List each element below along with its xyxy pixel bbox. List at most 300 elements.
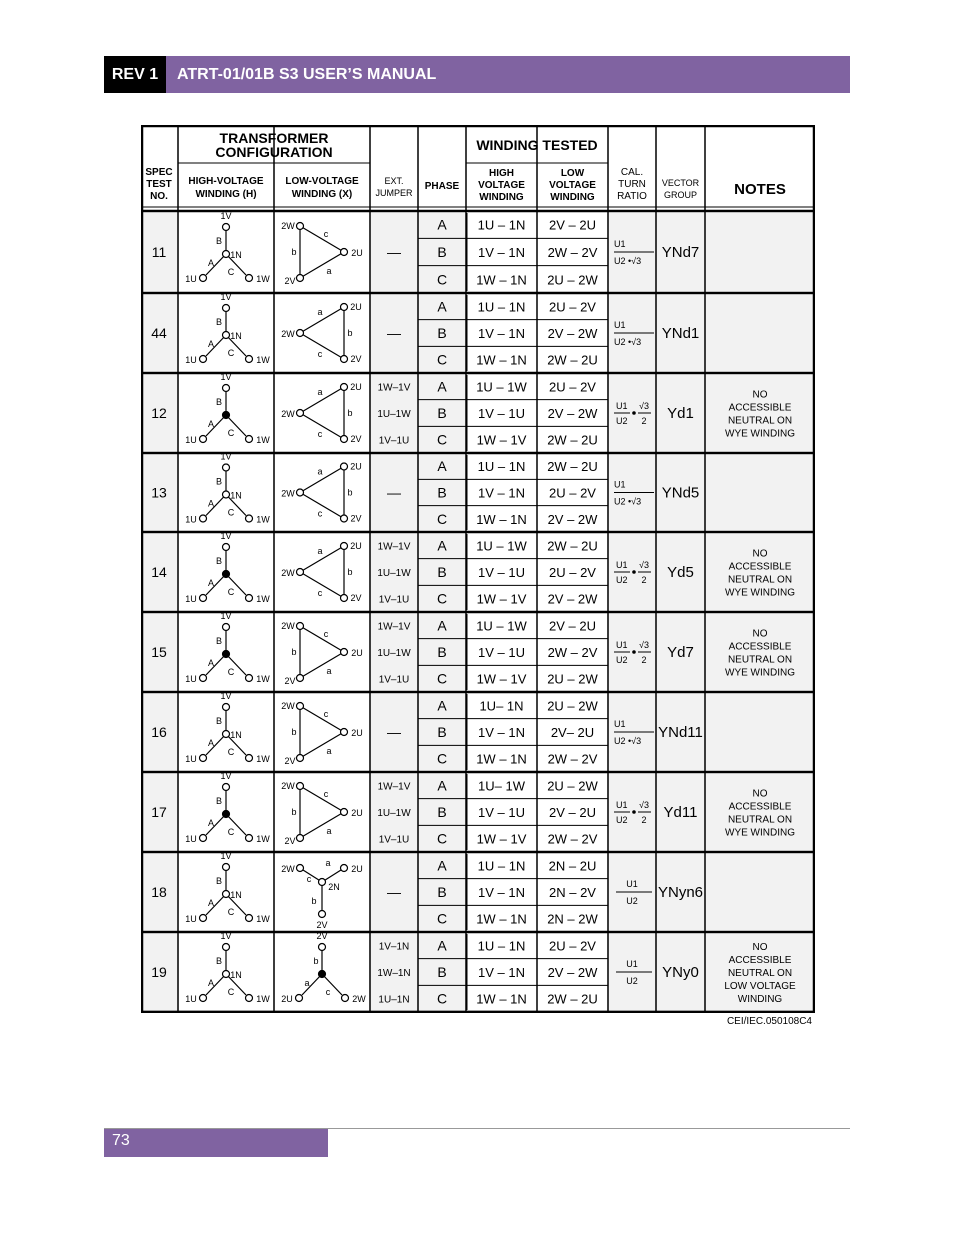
jumper-text: 1V–1N	[378, 941, 410, 953]
ratio-u1: U1	[626, 879, 638, 889]
header-high: VOLTAGE	[478, 180, 525, 191]
label-1n: 1N	[230, 730, 242, 740]
label-a: A	[207, 738, 215, 748]
terminal-1u	[200, 915, 207, 922]
ratio-two: 2	[641, 575, 647, 585]
phase-letter: B	[437, 644, 447, 660]
label-1w: 1W	[256, 274, 270, 284]
phase-letter: C	[436, 990, 448, 1007]
lv-terminal-label: 2U	[350, 461, 362, 472]
jumper-dash: —	[387, 724, 401, 740]
label-1w: 1W	[256, 914, 270, 924]
spec-test-no: 14	[151, 564, 167, 580]
low-winding-text: 2V – 2W	[547, 591, 598, 607]
lv-phase-label: a	[326, 666, 332, 676]
ratio-two: 2	[641, 815, 647, 825]
phase-letter: C	[436, 271, 448, 288]
high-winding-text: 1W – 1V	[476, 831, 527, 847]
notes-text: NO	[752, 389, 768, 401]
ratio-u2: U2	[616, 655, 628, 665]
label-2w: 2W	[352, 994, 366, 1004]
vector-group: YNd1	[661, 325, 700, 342]
lv-terminal	[297, 783, 304, 790]
label-c: C	[227, 587, 235, 597]
ratio-dot	[632, 810, 636, 814]
phase-letter: A	[437, 777, 447, 794]
lv-phase-label: a	[326, 266, 332, 276]
phase-letter: C	[436, 510, 448, 527]
notes-text: NO	[752, 548, 768, 560]
vector-group: YNyn6	[657, 884, 704, 901]
jumper-text: 1W–1V	[377, 382, 411, 394]
high-winding-text: 1V – 1N	[478, 965, 525, 980]
terminal-1v	[223, 305, 230, 312]
label-b: B	[215, 956, 223, 966]
vector-group: Yd7	[667, 644, 694, 661]
high-winding-text: 1U– 1W	[478, 778, 525, 794]
phase-letter: A	[437, 857, 447, 874]
label-1u: 1U	[185, 514, 197, 525]
lv-terminal	[297, 223, 304, 230]
ratio-u2: U2	[616, 416, 628, 426]
low-winding-text: 2U – 2V	[549, 379, 596, 395]
label-1n: 1N	[230, 250, 242, 260]
terminal-1w	[246, 595, 253, 602]
lv-phase-label: c	[317, 588, 323, 598]
label-a: A	[207, 818, 215, 828]
label-1v: 1V	[220, 931, 232, 941]
lv-phase-label: b	[347, 567, 353, 577]
low-winding-text: 2W – 2U	[547, 991, 598, 1007]
lv-terminal	[297, 755, 304, 762]
lv-terminal-label: 2U	[351, 248, 363, 258]
lv-phase-label: a	[326, 826, 332, 836]
lv-phase-label: c	[323, 789, 329, 799]
label-1u: 1U	[185, 914, 197, 924]
low-winding-text: 2V – 2W	[547, 511, 598, 527]
lv-terminal-label: 2U	[350, 382, 362, 392]
ratio-u1: U1	[626, 959, 638, 969]
ratio-u1: U1	[616, 401, 628, 411]
label-b: b	[313, 956, 319, 966]
figure-reference: CEI/IEC.050108C4	[726, 1016, 812, 1027]
label-a: a	[304, 978, 310, 988]
label-1n: 1N	[230, 331, 242, 341]
label-b: B	[215, 476, 223, 487]
label-1u: 1U	[185, 435, 197, 445]
notes-text: WYE WINDING	[725, 428, 795, 440]
page-number: 73	[104, 1129, 328, 1157]
high-winding-text: 1W – 1V	[476, 671, 527, 687]
jumper-text: 1W–1N	[377, 968, 411, 979]
terminal-1u	[200, 595, 207, 602]
spec-test-no: 44	[151, 325, 167, 341]
notes-text: NEUTRAL ON	[727, 814, 793, 826]
label-a: a	[325, 858, 331, 868]
high-winding-text: 1U – 1N	[477, 858, 526, 874]
lv-terminal-label: 2V	[350, 354, 362, 364]
notes-text: LOW VOLTAGE	[724, 981, 796, 992]
label-1u: 1U	[185, 274, 197, 284]
terminal-1u	[200, 675, 207, 682]
header-spec: SPEC	[145, 167, 173, 178]
lv-phase-label: b	[347, 487, 353, 498]
ratio-u2: U2 •√3	[614, 496, 642, 507]
ratio-root3: √3	[639, 800, 649, 810]
phase-letter: B	[437, 325, 447, 341]
label-1v: 1V	[220, 292, 232, 302]
lv-terminal-label: 2W	[281, 701, 295, 711]
vector-group-table	[141, 125, 815, 1013]
vector-group: Yd5	[667, 564, 694, 581]
phase-letter: B	[437, 564, 447, 580]
phase-letter: B	[437, 244, 447, 260]
terminal-1v	[223, 224, 230, 231]
low-winding-text: 2V – 2W	[547, 326, 598, 341]
label-c: C	[227, 907, 235, 917]
terminal-1n	[223, 491, 230, 498]
label-a: A	[207, 258, 215, 268]
revision-label: REV 1	[104, 56, 166, 93]
lv-terminal	[297, 623, 304, 630]
label-1v: 1V	[220, 611, 232, 621]
terminal-1n	[223, 891, 230, 898]
neutral-point	[223, 651, 230, 658]
ratio-u2: U2	[616, 815, 628, 825]
lv-terminal-label: 2V	[284, 756, 296, 766]
terminal-1n	[223, 731, 230, 738]
label-c: c	[306, 874, 312, 884]
phase-letter: B	[437, 884, 447, 900]
spec-test-no: 12	[151, 405, 167, 421]
header-lv: WINDING (X)	[291, 189, 353, 200]
lv-terminal-label: 2W	[281, 781, 295, 791]
lv-terminal	[341, 729, 348, 736]
header-vector: VECTOR	[661, 178, 700, 188]
high-winding-text: 1U– 1N	[479, 698, 524, 714]
phase-letter: C	[436, 750, 448, 767]
lv-terminal	[297, 835, 304, 842]
phase-letter: B	[437, 804, 447, 820]
label-b: B	[215, 876, 223, 886]
high-winding-text: 1V – 1N	[478, 485, 525, 501]
ratio-u2: U2	[626, 896, 638, 906]
notes-text: ACCESSIBLE	[728, 641, 792, 653]
ratio-u2: U2 •√3	[614, 256, 642, 266]
jumper-text: 1V–1U	[378, 594, 410, 606]
header-config: CONFIGURATION	[215, 144, 333, 160]
lv-terminal-label: 2W	[281, 488, 295, 499]
lv-phase-label: b	[291, 647, 297, 657]
terminal-1u	[200, 356, 207, 363]
lv-terminal	[341, 463, 348, 470]
phase-letter: B	[437, 724, 447, 740]
ratio-u2: U2	[626, 976, 638, 986]
low-winding-text: 2W – 2V	[547, 751, 598, 767]
lv-phase-label: a	[317, 387, 323, 397]
label-1n: 1N	[230, 890, 242, 900]
phase-letter: B	[437, 964, 447, 980]
phase-letter: C	[436, 590, 448, 607]
low-winding-text: 2U – 2W	[547, 698, 598, 714]
label-1n: 1N	[230, 970, 242, 980]
label-1u: 1U	[185, 834, 197, 844]
label-1v: 1V	[220, 372, 232, 382]
low-winding-text: 2W – 2U	[547, 432, 598, 448]
terminal-1w	[246, 995, 253, 1002]
header-hv: WINDING (H)	[195, 189, 257, 200]
lv-terminal	[341, 595, 348, 602]
high-winding-text: 1U – 1N	[477, 938, 526, 954]
terminal-1w	[246, 356, 253, 363]
lv-terminal-label: 2V	[284, 676, 296, 686]
notes-text: ACCESSIBLE	[728, 955, 792, 966]
header-notes: NOTES	[734, 181, 786, 198]
header-jumper: EXT.	[384, 176, 404, 186]
label-b: B	[215, 716, 223, 726]
phase-letter: A	[437, 298, 447, 315]
terminal-1w	[246, 675, 253, 682]
phase-letter: A	[437, 697, 447, 714]
ratio-u1: U1	[616, 800, 628, 810]
label-2u: 2U	[281, 994, 293, 1004]
terminal-1u	[200, 835, 207, 842]
notes-text: NEUTRAL ON	[727, 968, 793, 979]
label-c: C	[227, 348, 235, 358]
neutral-point	[223, 811, 230, 818]
lv-terminal-label: 2V	[284, 836, 296, 846]
terminal-1n	[223, 332, 230, 339]
label-1w: 1W	[256, 355, 270, 365]
label-b: b	[311, 896, 317, 906]
high-winding-text: 1U – 1N	[477, 217, 526, 233]
high-winding-text: 1W – 1N	[476, 991, 527, 1007]
jumper-text: 1W–1V	[377, 541, 411, 553]
high-winding-text: 1W – 1N	[476, 911, 527, 927]
terminal-2v	[319, 911, 326, 918]
label-1v: 1V	[220, 211, 232, 221]
label-1n: 1N	[230, 490, 242, 501]
label-2v: 2V	[316, 920, 328, 930]
ratio-u2: U2 •√3	[614, 337, 642, 347]
phase-letter: A	[437, 458, 447, 475]
terminal-1n	[223, 971, 230, 978]
label-a: A	[207, 339, 215, 349]
notes-text: NO	[752, 788, 768, 800]
lv-terminal-label: 2W	[281, 409, 295, 419]
header-ratio: CAL.	[620, 167, 644, 178]
terminal-2v	[319, 944, 326, 951]
lv-phase-label: a	[317, 466, 323, 477]
header-low: WINDING	[550, 192, 595, 203]
low-winding-text: 2N – 2W	[547, 911, 598, 927]
notes-text: WYE WINDING	[725, 587, 795, 599]
manual-title: ATRT-01/01B S3 USER’S MANUAL	[166, 56, 850, 93]
label-1w: 1W	[256, 594, 270, 604]
label-c: c	[325, 987, 331, 997]
lv-phase-label: a	[326, 746, 332, 756]
notes-text: NO	[752, 942, 768, 953]
label-b: B	[215, 556, 223, 566]
jumper-text: 1U–1W	[377, 808, 411, 819]
vector-group: Yd11	[663, 804, 698, 821]
notes-text: WYE WINDING	[725, 827, 795, 839]
ratio-u1: U1	[614, 239, 626, 249]
ratio-dot	[632, 570, 636, 574]
phase-letter: C	[436, 910, 448, 927]
label-2n: 2N	[328, 882, 340, 892]
high-winding-text: 1U – 1N	[477, 299, 526, 315]
lv-phase-label: b	[291, 247, 297, 257]
jumper-dash: —	[387, 884, 401, 900]
header-config: TRANSFORMER	[219, 130, 329, 146]
label-2v: 2V	[316, 931, 328, 941]
label-1w: 1W	[256, 834, 270, 844]
high-winding-text: 1U – 1W	[476, 538, 527, 554]
label-a: A	[207, 658, 215, 668]
label-1w: 1W	[256, 674, 270, 684]
lv-terminal	[297, 569, 304, 576]
vector-group: Yd1	[667, 405, 694, 422]
terminal-1w	[246, 915, 253, 922]
vector-group: YNd11	[658, 724, 703, 741]
ratio-root3: √3	[639, 401, 649, 411]
vector-group: YNd7	[661, 244, 700, 261]
spec-test-no: 13	[151, 484, 167, 501]
lv-terminal-label: 2U	[351, 808, 363, 818]
ratio-two: 2	[641, 416, 647, 426]
label-a: A	[207, 419, 215, 429]
lv-terminal-label: 2V	[350, 593, 362, 603]
terminal-2n	[319, 879, 326, 886]
notes-text: ACCESSIBLE	[728, 402, 792, 414]
low-winding-text: 2V – 2U	[549, 618, 596, 634]
lv-terminal-label: 2U	[351, 728, 363, 738]
lv-terminal	[341, 384, 348, 391]
lv-neutral-point	[319, 971, 326, 978]
notes-text: ACCESSIBLE	[728, 801, 792, 813]
terminal-2w	[297, 865, 304, 872]
low-winding-text: 2U – 2W	[547, 778, 598, 794]
low-winding-text: 2U – 2V	[549, 565, 596, 580]
header-spec: TEST	[146, 179, 172, 190]
label-1u: 1U	[185, 674, 197, 684]
label-b: B	[215, 636, 223, 646]
notes-text: NO	[752, 628, 768, 640]
lv-phase-label: a	[317, 546, 323, 556]
terminal-1w	[246, 515, 253, 522]
ratio-u1: U1	[616, 560, 628, 570]
high-winding-text: 1V – 1N	[478, 245, 525, 260]
low-winding-text: 2N – 2U	[548, 858, 597, 874]
jumper-text: 1U–1W	[377, 568, 411, 579]
notes-text: NEUTRAL ON	[727, 654, 793, 666]
ratio-u1: U1	[614, 479, 626, 490]
terminal-2u	[296, 995, 303, 1002]
phase-letter: A	[437, 537, 447, 554]
label-b: B	[215, 317, 223, 327]
lv-terminal-label: 2V	[350, 434, 362, 444]
high-winding-text: 1U – 1N	[477, 459, 526, 475]
lv-terminal	[341, 649, 348, 656]
phase-letter: B	[437, 484, 447, 501]
table-drawing	[141, 125, 815, 1013]
ratio-u1: U1	[614, 320, 626, 330]
ratio-dot	[632, 411, 636, 415]
lv-terminal	[297, 703, 304, 710]
label-c: C	[227, 667, 235, 677]
lv-terminal	[297, 330, 304, 337]
header-phase: PHASE	[424, 181, 460, 192]
low-winding-text: 2U – 2W	[547, 671, 598, 687]
lv-terminal-label: 2U	[351, 648, 363, 658]
lv-phase-label: c	[323, 229, 329, 239]
low-winding-text: 2N – 2V	[549, 885, 596, 900]
low-winding-text: 2W – 2V	[547, 831, 598, 847]
low-winding-text: 2U – 2V	[549, 938, 596, 954]
low-winding-text: 2W – 2V	[547, 645, 598, 660]
high-winding-text: 1W – 1N	[476, 352, 527, 368]
lv-terminal	[297, 410, 304, 417]
header-high: HIGH	[489, 168, 514, 179]
lv-phase-label: c	[317, 429, 323, 439]
phase-letter: A	[437, 937, 447, 954]
terminal-1u	[200, 755, 207, 762]
vector-group: YNy0	[662, 964, 699, 981]
low-winding-text: 2U – 2V	[549, 485, 596, 501]
low-winding-text: 2W – 2V	[547, 245, 598, 260]
lv-terminal-label: 2W	[281, 621, 295, 631]
label-1v: 1V	[220, 691, 232, 701]
high-winding-text: 1V – 1N	[478, 326, 525, 341]
terminal-1n	[223, 251, 230, 258]
label-1w: 1W	[256, 514, 270, 525]
label-1v: 1V	[220, 771, 232, 781]
lv-terminal	[297, 489, 304, 496]
high-winding-text: 1W – 1V	[476, 591, 527, 607]
notes-text: ACCESSIBLE	[728, 561, 792, 573]
low-winding-text: 2V – 2W	[547, 406, 598, 421]
lv-terminal	[341, 543, 348, 550]
terminal-1v	[223, 704, 230, 711]
label-1u: 1U	[185, 754, 197, 764]
header-ratio: RATIO	[617, 191, 647, 202]
label-1w: 1W	[256, 435, 270, 445]
terminal-1v	[223, 864, 230, 871]
spec-test-no: 16	[151, 724, 167, 740]
low-winding-text: 2V – 2W	[547, 965, 598, 980]
high-winding-text: 1U – 1W	[476, 618, 527, 634]
spec-test-no: 19	[151, 964, 167, 980]
terminal-1u	[200, 275, 207, 282]
vector-group: YNd5	[661, 484, 700, 502]
label-1w: 1W	[256, 994, 270, 1004]
terminal-1u	[200, 515, 207, 522]
label-2w: 2W	[281, 864, 295, 874]
neutral-point	[223, 412, 230, 419]
low-winding-text: 2V – 2U	[549, 805, 596, 820]
lv-phase-label: b	[347, 408, 353, 418]
label-a: A	[207, 498, 215, 509]
label-a: A	[207, 978, 215, 988]
phase-letter: C	[436, 830, 448, 847]
high-winding-text: 1V – 1N	[478, 885, 525, 900]
spec-test-no: 15	[151, 644, 167, 660]
ratio-u2: U2 •√3	[614, 736, 642, 746]
neutral-point	[223, 571, 230, 578]
label-c: C	[227, 267, 235, 277]
jumper-text: 1U–1N	[378, 994, 410, 1006]
